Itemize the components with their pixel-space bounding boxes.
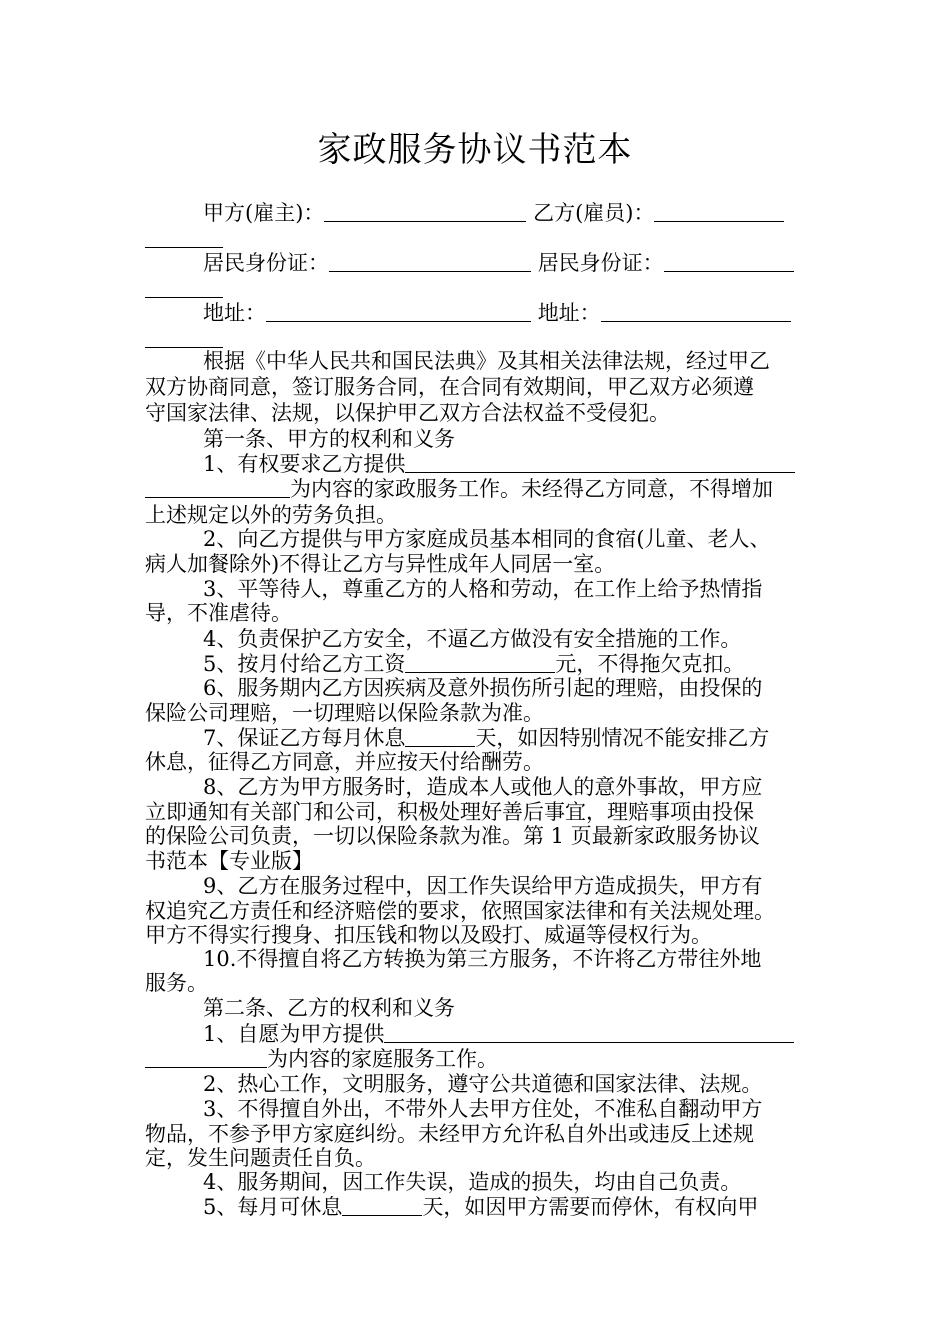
clause-line: 8、乙方为甲方服务时，造成本人或他人的意外事故，甲方应: [203, 775, 763, 799]
clause-line: 保险公司理赔，一切理赔以保险条款为准。: [145, 701, 544, 725]
preamble-line: 双方协商同意，签订服务合同，在合同有效期间，甲乙双方必须遵: [145, 375, 754, 399]
party-a-label: 甲方(雇主)：: [203, 201, 325, 225]
rest-days-blank[interactable]: [405, 726, 475, 747]
id-b-blank[interactable]: [664, 251, 794, 272]
preamble-line: 根据《中华人民共和国民法典》及其相关法律法规，经过甲乙: [203, 349, 770, 373]
id-row: [203, 250, 794, 276]
id-label-b: 居民身份证：: [537, 251, 664, 275]
party-row-wrap: [145, 226, 223, 252]
clause-text: 天，如因特别情况不能安排乙方: [475, 726, 770, 750]
clause-text: 为内容的家政服务工作。未经得乙方同意，不得增加: [290, 477, 773, 501]
party-a-blank[interactable]: [324, 201, 526, 222]
clause-text: 1、有权要求乙方提供: [203, 452, 406, 476]
clause-text: 1、自愿为甲方提供: [203, 1022, 385, 1046]
clause-line: 3、不得擅自外出，不带外人去甲方住处，不准私自翻动甲方: [203, 1097, 763, 1121]
clause-line: 3、平等待人，尊重乙方的人格和劳动，在工作上给予热情指: [203, 577, 763, 601]
addr-a-blank[interactable]: [266, 301, 531, 322]
addr-b-blank-cont[interactable]: [145, 327, 223, 348]
clause-line: 的保险公司负责，一切以保险条款为准。第 1 页最新家政服务协议: [145, 824, 760, 848]
clause-line: 6、服务期内乙方因疾病及意外损伤所引起的理赔，由投保的: [203, 676, 763, 700]
wage-blank[interactable]: [405, 652, 555, 673]
clause-line: 休息，征得乙方同意，并应按天付给酬劳。: [145, 750, 544, 774]
service-blank[interactable]: [405, 452, 795, 473]
clause-line: 导，不准虐待。: [145, 601, 292, 625]
clause-line: [145, 1046, 498, 1072]
party-b-blank[interactable]: [654, 201, 784, 222]
address-row: [203, 300, 791, 326]
party-b-label: 乙方(雇员)：: [533, 201, 655, 225]
clause-line: 上述规定以外的劳务负担。: [145, 503, 397, 527]
service-blank-cont[interactable]: [145, 477, 290, 498]
clause-text: 5、每月可休息: [203, 1195, 343, 1219]
section-heading: 第二条、乙方的权利和义务: [203, 996, 455, 1020]
clause-text: 5、按月付给乙方工资: [203, 652, 406, 676]
addr-b-blank[interactable]: [601, 301, 791, 322]
clause-line: 服务。: [145, 971, 208, 995]
clause-line: 9、乙方在服务过程中，因工作失误给甲方造成损失，甲方有: [203, 874, 763, 898]
rest-days-blank-b[interactable]: [342, 1195, 422, 1216]
clause-line: [203, 451, 795, 477]
clause-text: 7、保证乙方每月休息: [203, 726, 406, 750]
clause-line: 甲方不得实行搜身、扣压钱和物以及殴打、威逼等侵权行为。: [145, 923, 712, 947]
preamble-line: 守国家法律、法规，以保护甲乙双方合法权益不受侵犯。: [145, 401, 670, 425]
party-b-blank-cont[interactable]: [145, 227, 223, 248]
clause-text: 为内容的家庭服务工作。: [267, 1047, 498, 1071]
clause-text: 天，如因甲方需要而停休，有权向甲: [422, 1195, 759, 1219]
party-row: [203, 200, 784, 226]
clause-line: 10.不得擅自将乙方转换为第三方服务，不许将乙方带往外地: [203, 947, 762, 971]
clause-line: 定，发生问题责任自负。: [145, 1146, 376, 1170]
addr-label-a: 地址：: [203, 301, 266, 325]
id-b-blank-cont[interactable]: [145, 277, 223, 298]
service-blank-b-cont[interactable]: [145, 1047, 267, 1068]
clause-line: [203, 725, 769, 751]
section-heading: 第一条、甲方的权利和义务: [203, 427, 455, 451]
clause-line: 2、向乙方提供与甲方家庭成员基本相同的食宿(儿童、老人、: [203, 527, 771, 551]
document-title: 家政服务协议书范本: [317, 130, 633, 170]
clause-line: 书范本【专业版】: [145, 849, 313, 873]
clause-line: 权追究乙方责任和经济赔偿的要求，依照国家法律和有关法规处理。: [145, 899, 775, 923]
clause-line: [203, 651, 744, 677]
addr-label-b: 地址：: [537, 301, 601, 325]
clause-text: 元，不得拖欠克扣。: [555, 652, 745, 676]
clause-line: [145, 476, 773, 502]
id-a-blank[interactable]: [329, 251, 531, 272]
clause-line: [203, 1021, 794, 1047]
clause-line: 病人加餐除外)不得让乙方与异性成年人同居一室。: [145, 552, 616, 576]
clause-line: 物品，不参予甲方家庭纠纷。未经甲方允许私自外出或违反上述规: [145, 1122, 754, 1146]
service-blank-b[interactable]: [384, 1022, 794, 1043]
clause-line: 4、负责保护乙方安全，不逼乙方做没有安全措施的工作。: [203, 627, 742, 651]
id-row-wrap: [145, 276, 223, 302]
clause-line: 立即通知有关部门和公司，积极处理好善后事宜，理赔事项由投保: [145, 800, 754, 824]
id-label-a: 居民身份证：: [203, 251, 329, 275]
clause-line: 2、热心工作，文明服务，遵守公共道德和国家法律、法规。: [203, 1072, 763, 1096]
clause-line: 4、服务期间，因工作失误，造成的损失，均由自己负责。: [203, 1170, 742, 1194]
clause-line: [203, 1194, 758, 1220]
